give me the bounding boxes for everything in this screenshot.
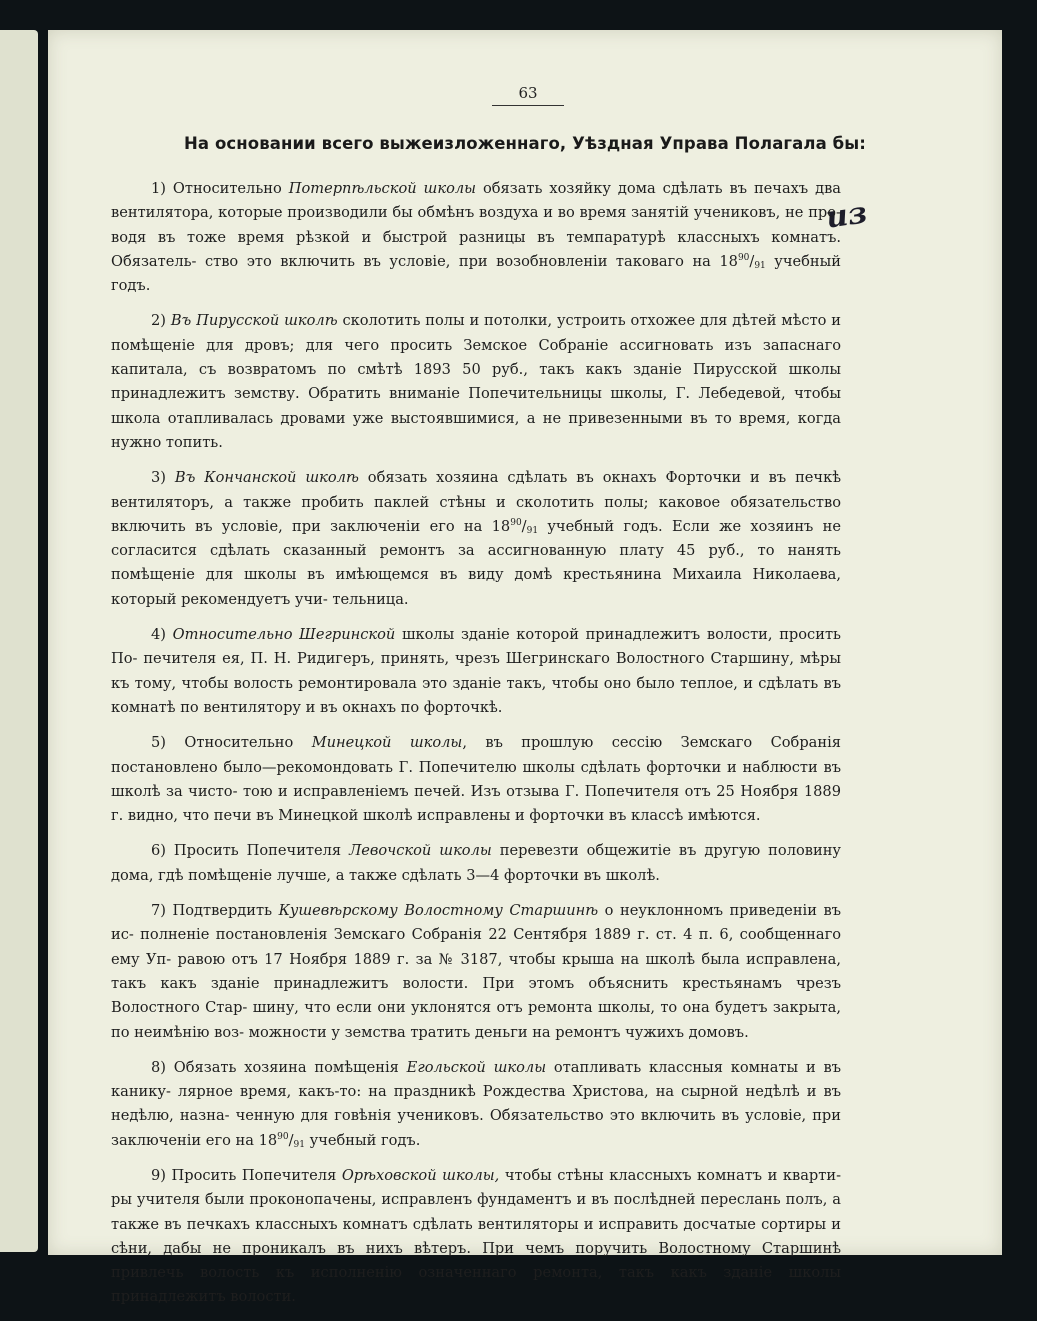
year-number: 18 xyxy=(258,1131,278,1149)
handwritten-note: из xyxy=(823,195,870,236)
paragraph-text: 1) Относительно xyxy=(151,180,289,197)
paragraph-text: 2) xyxy=(151,312,171,330)
paragraph-text: 5) Относительно xyxy=(151,734,312,752)
year-fraction: $18^{90}/_{91}$ xyxy=(258,1131,305,1150)
school-name: Въ Пирусской школѣ xyxy=(170,312,338,330)
year-fraction: $18^{90}/_{91}$ xyxy=(719,252,766,271)
school-name: Потерпѣльской школы xyxy=(288,180,477,197)
paragraph-text: перевезти общежитіе въ другую половину дома, гдѣ помѣщеніе лучше, а также сдѣлать 3—4 форточки въ школѣ. xyxy=(111,842,842,884)
paragraph-text: учебный годъ. xyxy=(304,1131,421,1149)
year-superscript: 90 xyxy=(737,252,750,263)
paragraph-text: о неуклонномъ приведеніи въ ис- полненіе постановленія Земскаго Собранія 22 Сентября 1889 г. ст. 4 п. 6, сообщеннаго ему Уп- равою отъ 17 Ноября 1889 г. за № 3187, чтобы крыша на школѣ была исправлена, такъ какъ зданіе принадлежитъ волости. При этомъ объяснить крестьянамъ чрезъ Волостного Стар- шину, что если они уклонятся отъ ремонта школы, то она будетъ закрыта, по неимѣнію воз- можности у земства тратить деньги на ремонтъ чужихъ домовъ. xyxy=(111,902,841,1041)
school-name: Въ Кончанской школѣ xyxy=(174,469,359,487)
paragraph-text: 3) xyxy=(151,469,175,487)
paragraph-1 xyxy=(111,177,841,298)
paragraph-7 xyxy=(111,899,841,1045)
paragraph-text: 6) Просить Попечителя xyxy=(151,842,350,860)
paragraph-4 xyxy=(111,623,841,720)
paragraph-text: 9) Просить Попечителя xyxy=(151,1166,342,1184)
year-number: 18 xyxy=(491,517,511,535)
year-fraction: $18^{90}/_{91}$ xyxy=(491,517,539,536)
page-number-container xyxy=(48,83,1002,106)
year-subscript: 91 xyxy=(293,1139,305,1150)
paragraph-9 xyxy=(111,1164,841,1310)
official-name: Кушевѣрскому Волостному Старшинѣ xyxy=(278,902,599,920)
school-name: Относительно Шегринской xyxy=(172,626,396,644)
school-name: Минецкой школы xyxy=(311,734,463,752)
school-name: Орѣховской школы, xyxy=(341,1166,500,1184)
year-superscript: 90 xyxy=(510,517,522,528)
paragraph-5 xyxy=(111,731,841,828)
paragraph-text: учебный годъ. Если же хозяинъ не согласится сдѣлать сказанный ремонтъ за ассигнованную плату 45 руб., то нанять помѣщеніе для школы въ имѣющемся въ виду домѣ крестьянина Михаила Николаева, который рекомендуетъ учи- тельница. xyxy=(111,517,841,608)
paragraph-2 xyxy=(111,309,841,455)
paragraph-text: обязать хозяина сдѣлать въ окнахъ Форточки и въ печкѣ вентиляторъ, а также пробить паклей стѣны и сколотить полы; каковое обязательство включить въ условіе, при заключеніи его на xyxy=(111,469,841,535)
document-body xyxy=(111,177,841,1321)
paragraph-6 xyxy=(111,839,841,888)
paragraph-text: обязать хозяйку дома сдѣлать въ печахъ два вентилятора, которые производили бы обмѣнъ воздуха и во время занятій учениковъ, не про- водя въ тоже время рѣзкой и быстрой разницы въ темпаратурѣ классныхъ комнатъ. Обязатель- ство это включить въ условіе, при возобновленіи таковаго на xyxy=(111,180,841,270)
page-number: 63 xyxy=(492,84,563,106)
paragraph-text: отапливать классныя комнаты и въ канику- лярное время, какъ-то: на праздникѣ Рождества Христова, на сырной недѣлѣ и въ недѣлю, назна- ченную для говѣнія учениковъ. Обязательство это включить въ условіе, при заключеніи его на xyxy=(111,1058,841,1149)
paragraph-text: 4) xyxy=(151,626,173,644)
school-name: Егольской школы xyxy=(406,1058,547,1076)
paragraph-text: чтобы стѣны классныхъ комнатъ и кварти- ры учителя были проконопачены, исправленъ фундаментъ и въ послѣдней переслань полъ, а также въ печкахъ классныхъ комнатъ сдѣлать вентиляторы и исправить досчатые сортиры и сѣни, дабы не проникалъ въ нихъ вѣтеръ. При чемъ поручить Волостному Старшинѣ привлечь волость къ исполненію означеннаго ремонта, такъ какъ зданіе школы принадлежитъ волости. xyxy=(111,1166,842,1306)
paragraph-3 xyxy=(111,466,841,612)
paragraph-text: , въ прошлую сессію Земскаго Собранія постановлено было—рекомондовать Г. Попечителю школы сдѣлать форточки и наблюсти въ школѣ за чисто- тою и исправленіемъ печей. Изъ отзыва Г. Попечителя отъ 25 Ноября 1889 г. видно, что печи въ Минецкой школѣ исправлены и форточки въ классѣ имѣются. xyxy=(111,734,841,825)
previous-page-edge xyxy=(0,30,38,1252)
paragraph-text: сколотить полы и потолки, устроить отхожее для дѣтей мѣсто и помѣщеніе для дровъ; для чего просить Земское Собраніе ассигновать изъ запаснаго капитала, съ возвратомъ по смѣтѣ 1893 50 руб., такъ какъ зданіе Пирусской школы принадлежитъ земству. Обратить вниманіе Попечительницы школы, Г. Лебедевой, чтобы школа отапливалась дровами уже выстоявшимися, а не привезенными въ то время, когда нужно топить. xyxy=(111,312,842,451)
year-number: 18 xyxy=(719,252,738,270)
school-name: Левочской школы xyxy=(349,842,492,860)
year-superscript: 90 xyxy=(277,1131,289,1142)
paragraph-text: 7) Подтвердить xyxy=(151,902,279,920)
year-subscript: 91 xyxy=(526,525,539,536)
page-heading: На основании всего выжеизложеннаго, Уѣздная Управа Полагала бы: xyxy=(183,134,866,153)
paragraph-8 xyxy=(111,1056,841,1153)
year-subscript: 91 xyxy=(754,260,766,271)
document-page xyxy=(48,30,1002,1306)
paragraph-text: 8) Обязать хозяина помѣщенія xyxy=(151,1058,407,1076)
paragraph-text: школы зданіе которой принадлежитъ волости, просить По- печителя ея, П. Н. Ридигеръ, принять, чрезъ Шегринскаго Волостного Старшину, мѣры къ тому, чтобы волость ремонтировала это зданіе такъ, чтобы оно было теплое, и сдѣлать въ комнатѣ по вентилятору и въ окнахъ по форточкѣ. xyxy=(111,626,841,716)
paragraph-text: учебный годъ. xyxy=(111,252,841,295)
